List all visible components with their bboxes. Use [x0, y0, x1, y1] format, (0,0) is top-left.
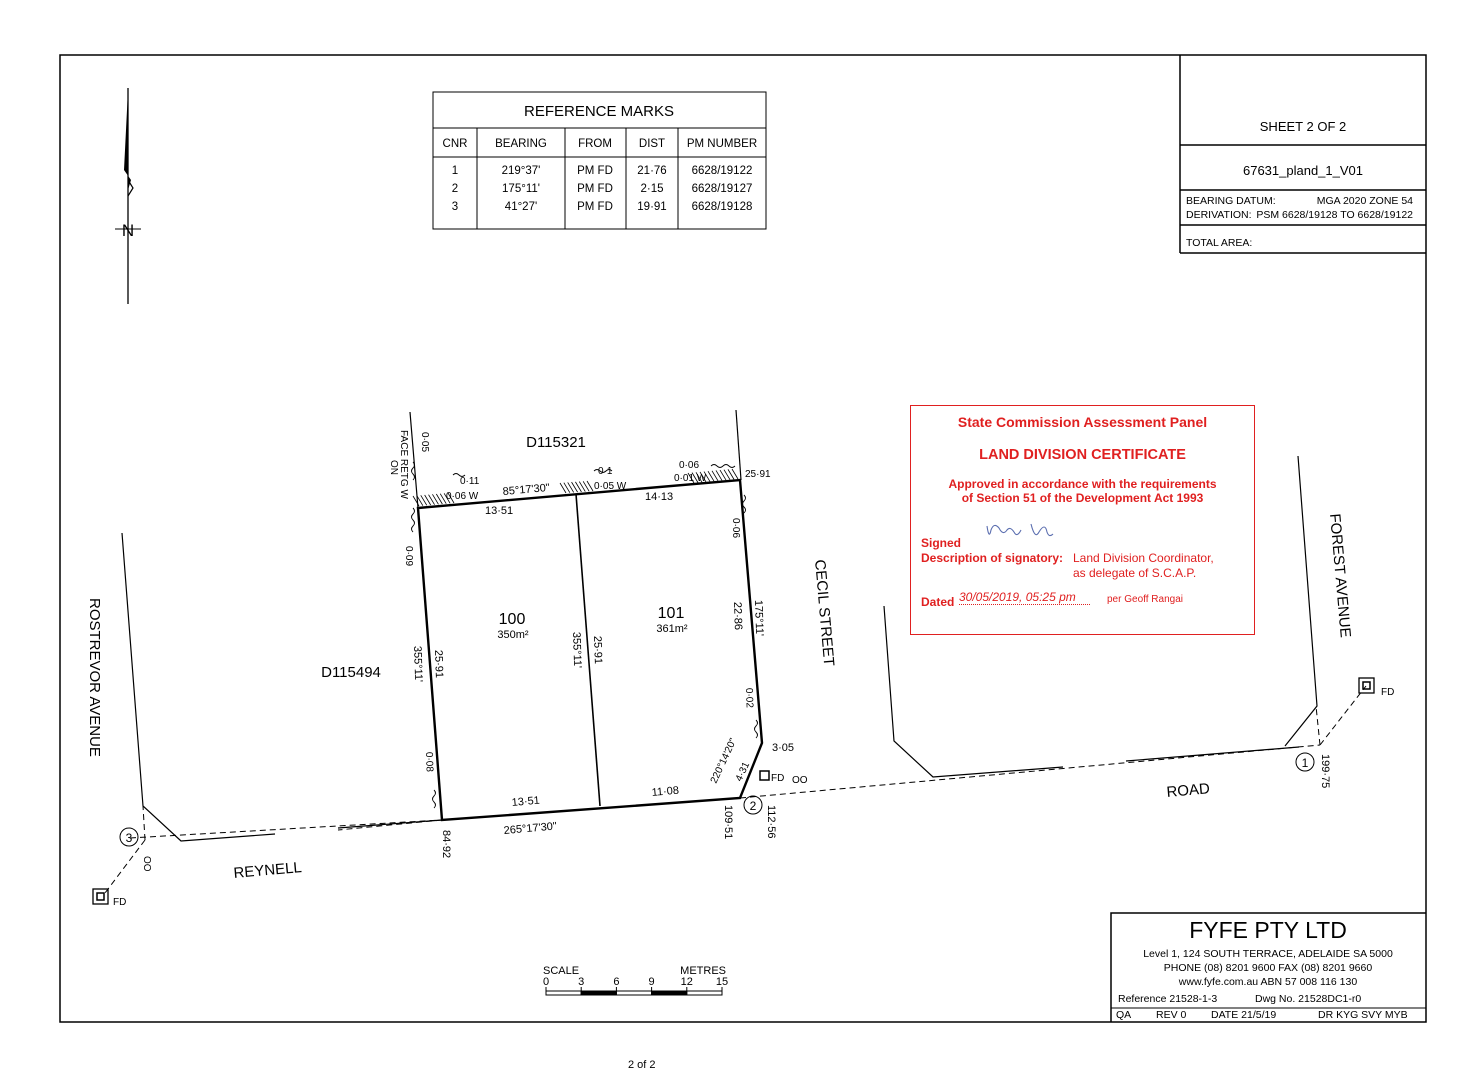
land-division-certificate — [910, 405, 1255, 635]
dim-offset-008: 0·08 — [423, 751, 435, 773]
scale-bar — [543, 965, 728, 995]
certificate-description-value-1: Land Division Coordinator, — [1073, 551, 1214, 565]
certificate-panel: State Commission Assessment Panel — [957, 414, 1208, 430]
firm-web-abn: www.fyfe.com.au ABN 57 008 116 130 — [1178, 976, 1358, 988]
street-reynell: REYNELL — [232, 859, 303, 882]
scale-tick-label: 0 — [542, 976, 550, 988]
dim-chord-bearing: 220°14'20" — [708, 736, 740, 786]
certificate-description-value-2: as delegate of S.C.A.P. — [1073, 566, 1197, 580]
scale-segment — [687, 991, 722, 995]
reference-marks-header: FROM — [578, 138, 612, 150]
north-arrow-icon — [115, 88, 141, 304]
dim-bottom-right-len: 11·08 — [651, 784, 680, 799]
plan-d115494: D115494 — [321, 664, 381, 681]
firm-address: Level 1, 124 SOUTH TERRACE, ADELAIDE SA 5000 — [1143, 948, 1393, 960]
certificate-description-label: Description of signatory: — [921, 551, 1064, 565]
reference-marks-table — [433, 92, 766, 229]
dim-mid-len: 25·91 — [591, 635, 604, 665]
dim-offset-01: 0·1 — [598, 466, 613, 477]
dim-west-len: 25·91 — [432, 649, 445, 679]
dim-offset-005w: 0·05 W — [594, 481, 627, 492]
scale-units: METRES — [680, 965, 726, 977]
dim-bearing-north: 85°17'30" — [502, 481, 551, 498]
firm-name: FYFE PTY LTD — [1189, 917, 1347, 943]
reference-marks-cell: 175°11' — [502, 183, 540, 195]
dim-chain-11256: 112·56 — [765, 805, 777, 839]
certificate-dated-label: Dated — [921, 595, 955, 609]
certificate-dated-value: 30/05/2019, 05:25 pm — [959, 590, 1090, 605]
reference-marks-cell: 1 — [451, 165, 459, 177]
dim-chain-10951: 109·51 — [722, 805, 734, 840]
certificate-per: per Geoff Rangai — [1107, 594, 1183, 605]
dim-east-len: 22·86 — [731, 601, 744, 631]
reference-marks-cell: PM FD — [577, 165, 613, 177]
lot-101-number: 101 — [657, 605, 685, 622]
scale-segment — [581, 991, 616, 995]
svg-text:1: 1 — [1301, 756, 1309, 770]
signature-icon — [981, 518, 1061, 544]
dim-offset-006: 0·06 — [679, 460, 700, 471]
north-label: N — [121, 221, 135, 240]
dim-offset-011: 0·11 — [460, 476, 480, 487]
reference-marks-header: DIST — [638, 138, 666, 150]
street-rostrevor: ROSTREVOR AVENUE — [86, 598, 103, 757]
dim-oo-left: OO — [141, 856, 152, 872]
certificate-title: LAND DIVISION CERTIFICATE — [979, 447, 1186, 463]
sheet-title-block — [1180, 55, 1426, 253]
offset-wavy-markers — [412, 462, 758, 808]
scale-segment — [616, 991, 651, 995]
reference-marks-cell: 41°27' — [504, 201, 538, 213]
dim-offset-006w-left: 0·06 W — [446, 491, 479, 502]
certificate-approved-2: of Section 51 of the Development Act 1993 — [961, 491, 1204, 505]
svg-text:FD: FD — [771, 773, 785, 784]
reference-marks-cell: 2·15 — [640, 183, 664, 195]
scale-tick-label: 12 — [680, 976, 693, 988]
corner-mark-1 — [1296, 753, 1314, 771]
dim-east-bearing: 175°11' — [752, 599, 766, 637]
dim-chain-8492: 84·92 — [440, 830, 452, 859]
fd-mark-icon — [93, 889, 126, 908]
derivation-label: DERIVATION: — [1186, 209, 1252, 221]
dim-chain-2591-top: 25·91 — [745, 469, 771, 480]
reference-marks-header: BEARING — [495, 138, 547, 150]
dim-offset-009: 0·09 — [403, 546, 414, 567]
dim-face-retg-w: FACE RETG W — [398, 430, 409, 499]
dim-bottom-bearing: 265°17'30" — [503, 820, 558, 837]
dim-bottom-left-len: 13·51 — [511, 794, 541, 809]
certificate-approved-1: Approved in accordance with the requirements — [948, 477, 1217, 491]
reference-marks-cell: 6628/19127 — [691, 183, 753, 195]
scale-segment — [546, 991, 581, 995]
dim-top-left-len: 13·51 — [485, 505, 514, 517]
reference-marks-rows — [452, 165, 753, 213]
firm-dr: DR KYG SVY MYB — [1318, 1009, 1408, 1021]
scale-tick-label: 9 — [648, 976, 655, 988]
dim-on: ON — [388, 460, 399, 475]
street-road: ROAD — [1165, 780, 1211, 801]
lot-100-area: 350m² — [497, 629, 529, 641]
scale-tick-label: 6 — [613, 976, 620, 988]
bearing-datum-label: BEARING DATUM: — [1186, 195, 1276, 207]
reference-marks-cell: PM FD — [577, 201, 613, 213]
derivation-value: PSM 6628/19128 TO 6628/19122 — [1256, 209, 1413, 221]
svg-text:FD: FD — [113, 897, 127, 908]
reference-marks-cell: 21·76 — [637, 165, 667, 177]
reference-marks-cell: 19·91 — [637, 201, 667, 213]
reference-marks-cell: 6628/19122 — [691, 165, 753, 177]
firm-phone-fax: PHONE (08) 8201 9600 FAX (08) 8201 9660 — [1163, 962, 1373, 974]
firm-dwg: Dwg No. 21528DC1-r0 — [1255, 993, 1362, 1005]
reference-marks-cell: 219°37' — [501, 165, 541, 177]
scale-label: SCALE — [543, 965, 580, 977]
dim-mid-bearing: 355°11' — [570, 631, 584, 669]
dim-chord-len: 4·31 — [733, 760, 753, 784]
svg-text:2: 2 — [749, 799, 757, 813]
reference-marks-cell: 6628/19128 — [691, 201, 753, 213]
firm-reference: Reference 21528-1-3 — [1118, 993, 1218, 1005]
dim-top-right-len: 14·13 — [645, 491, 674, 503]
bearing-datum-value: MGA 2020 ZONE 54 — [1316, 195, 1413, 207]
reference-marks-cell: 3 — [451, 201, 459, 213]
dim-oo-right: OO — [792, 775, 808, 786]
corner-mark-2 — [744, 796, 762, 814]
reference-marks-cell: PM FD — [577, 183, 613, 195]
scale-tick-label: 3 — [578, 976, 585, 988]
firm-rev: REV 0 — [1156, 1009, 1187, 1021]
firm-date: DATE 21/5/19 — [1211, 1009, 1277, 1021]
page-footer: 2 of 2 — [628, 1059, 656, 1071]
total-area-label: TOTAL AREA: — [1186, 237, 1253, 249]
dim-chain-19975: 199·75 — [1319, 754, 1331, 789]
reference-marks-header: CNR — [442, 138, 468, 150]
dim-offset-005: 0·05 — [419, 432, 430, 453]
lot-100-number: 100 — [498, 611, 526, 628]
dim-len-305: 3·05 — [772, 742, 795, 754]
dim-offset-006-right: 0·06 — [730, 518, 741, 539]
corner-mark-3 — [120, 828, 138, 846]
dim-west-bearing: 355°11' — [411, 645, 425, 683]
sheet-number: SHEET 2 OF 2 — [1259, 119, 1347, 134]
lot-101-area: 361m² — [656, 623, 688, 635]
scale-ticks — [543, 976, 728, 995]
reference-marks-cell: 2 — [451, 183, 459, 195]
dim-offset-002: 0·02 — [743, 687, 755, 709]
fd-mark-icon — [760, 771, 784, 784]
reference-marks-title: REFERENCE MARKS — [523, 103, 675, 120]
firm-qa: QA — [1116, 1009, 1132, 1021]
street-cecil: CECIL STREET — [811, 558, 838, 667]
certificate-signed-label: Signed — [921, 536, 962, 550]
dim-offset-001w: 0·01 W — [674, 473, 707, 484]
firm-title-block — [1111, 913, 1426, 1022]
svg-text:FD: FD — [1381, 687, 1395, 698]
allotment-boundaries — [418, 480, 762, 820]
plan-d115321: D115321 — [526, 434, 586, 451]
scale-segment — [652, 991, 687, 995]
svg-text:3: 3 — [125, 831, 133, 845]
scale-tick-label: 15 — [715, 976, 729, 988]
reference-marks-headers — [443, 138, 758, 150]
reference-marks-header: PM NUMBER — [686, 138, 758, 150]
street-forest: FOREST AVENUE — [1326, 512, 1354, 639]
plan-id: 67631_pland_1_V01 — [1242, 163, 1364, 178]
